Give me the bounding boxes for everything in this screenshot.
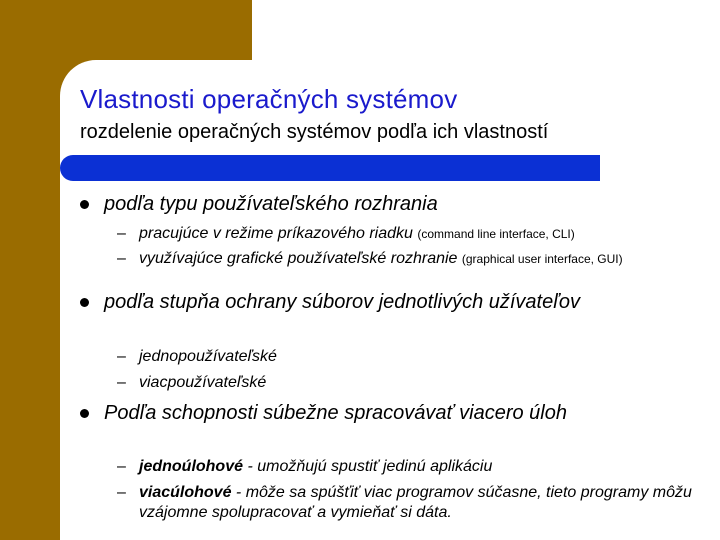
sub-bullet-note: (command line interface, CLI) (417, 227, 575, 241)
bullet-heading: podľa stupňa ochrany súborov jednotlivých užívateľov (104, 291, 580, 313)
dash-icon: – (117, 348, 126, 365)
sub-bullet-text: pracujúce v režime príkazového riadku (139, 225, 413, 242)
sub-bullet-note: (graphical user interface, GUI) (461, 252, 623, 266)
sub-bullet-desc: - môže sa spúšťiť viac programov súčasne, tieto programy môžu vzájomne spolupracovať a vymieňať si dáta. (139, 484, 692, 521)
sub-bullet-desc: - umožňujú spustiť jedinú aplikáciu (243, 458, 493, 475)
dash-icon: – (117, 250, 126, 267)
dash-icon: – (117, 484, 126, 501)
slide-subtitle: rozdelenie operačných systémov podľa ich vlastností (80, 121, 549, 143)
sub-bullet-term: viacúlohové (139, 484, 232, 501)
slide-title: Vlastnosti operačných systémov (80, 84, 458, 114)
sub-bullet-text: využívajúce grafické používateľské rozhranie (139, 250, 458, 267)
sub-bullet-term: jednoúlohové (139, 458, 243, 475)
bullet-dot-icon (80, 298, 89, 307)
dash-icon: – (117, 225, 126, 242)
sub-bullet-text: viacpoužívateľské (139, 374, 267, 391)
bullet-heading: Podľa schopnosti súbežne spracovávať viacero úloh (104, 402, 567, 424)
bullet-heading: podľa typu používateľského rozhrania (104, 193, 438, 215)
dash-icon: – (117, 458, 126, 475)
bullet-dot-icon (80, 409, 89, 418)
title-divider-bar (60, 155, 600, 181)
dash-icon: – (117, 374, 126, 391)
sub-bullet-text: jednopoužívateľské (139, 348, 277, 365)
bullet-dot-icon (80, 200, 89, 209)
